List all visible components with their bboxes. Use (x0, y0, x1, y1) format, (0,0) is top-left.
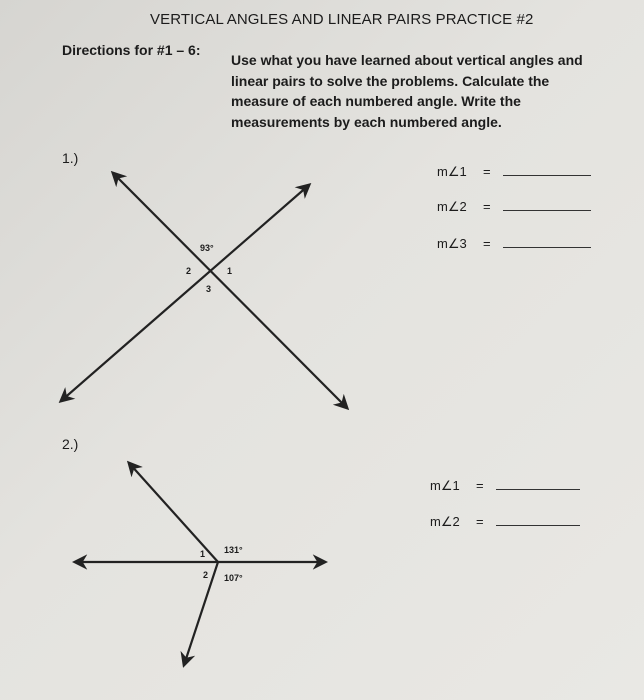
p1-answer-1-label: m∠1 (437, 164, 467, 179)
problem-2-number: 2.) (62, 436, 79, 452)
p1-given-angle: 93° (200, 243, 214, 253)
p1-answer-2-equals: = (483, 199, 491, 214)
p2-answer-2-equals: = (476, 514, 484, 529)
p2-given-angle-131: 131° (224, 545, 243, 555)
p1-answer-3-label: m∠3 (437, 236, 467, 251)
p2-upper-ray (129, 463, 218, 562)
p1-answer-3-equals: = (483, 236, 491, 251)
p2-answer-2-label: m∠2 (430, 514, 460, 529)
problem-2-diagram (75, 463, 325, 665)
p1-angle-3-label: 3 (206, 284, 212, 294)
p2-answer-1-label: m∠1 (430, 478, 460, 493)
p2-angle-1-label: 1 (200, 549, 206, 559)
problem-1-number: 1.) (62, 150, 79, 166)
p2-angle-2-label: 2 (203, 570, 209, 580)
p1-answer-1-equals: = (483, 164, 491, 179)
p1-answer-2-label: m∠2 (437, 199, 467, 214)
p2-lower-ray (184, 562, 218, 665)
p1-line-a (113, 173, 347, 408)
p2-answer-1-equals: = (476, 478, 484, 493)
problem-1-diagram (61, 173, 347, 408)
p1-line-b (61, 185, 309, 401)
worksheet-title: VERTICAL ANGLES AND LINEAR PAIRS PRACTICE #2 (150, 11, 534, 28)
p2-given-angle-107: 107° (224, 573, 243, 583)
directions-text: Use what you have learned about vertical angles and linear pairs to solve the problems. Calculate the measure of each numbered angle. Write the measurements by each numbered angle. (231, 52, 583, 130)
p1-angle-2-label: 2 (186, 266, 192, 276)
directions-label: Directions for #1 – 6: (62, 42, 201, 58)
p1-angle-1-label: 1 (227, 266, 233, 276)
